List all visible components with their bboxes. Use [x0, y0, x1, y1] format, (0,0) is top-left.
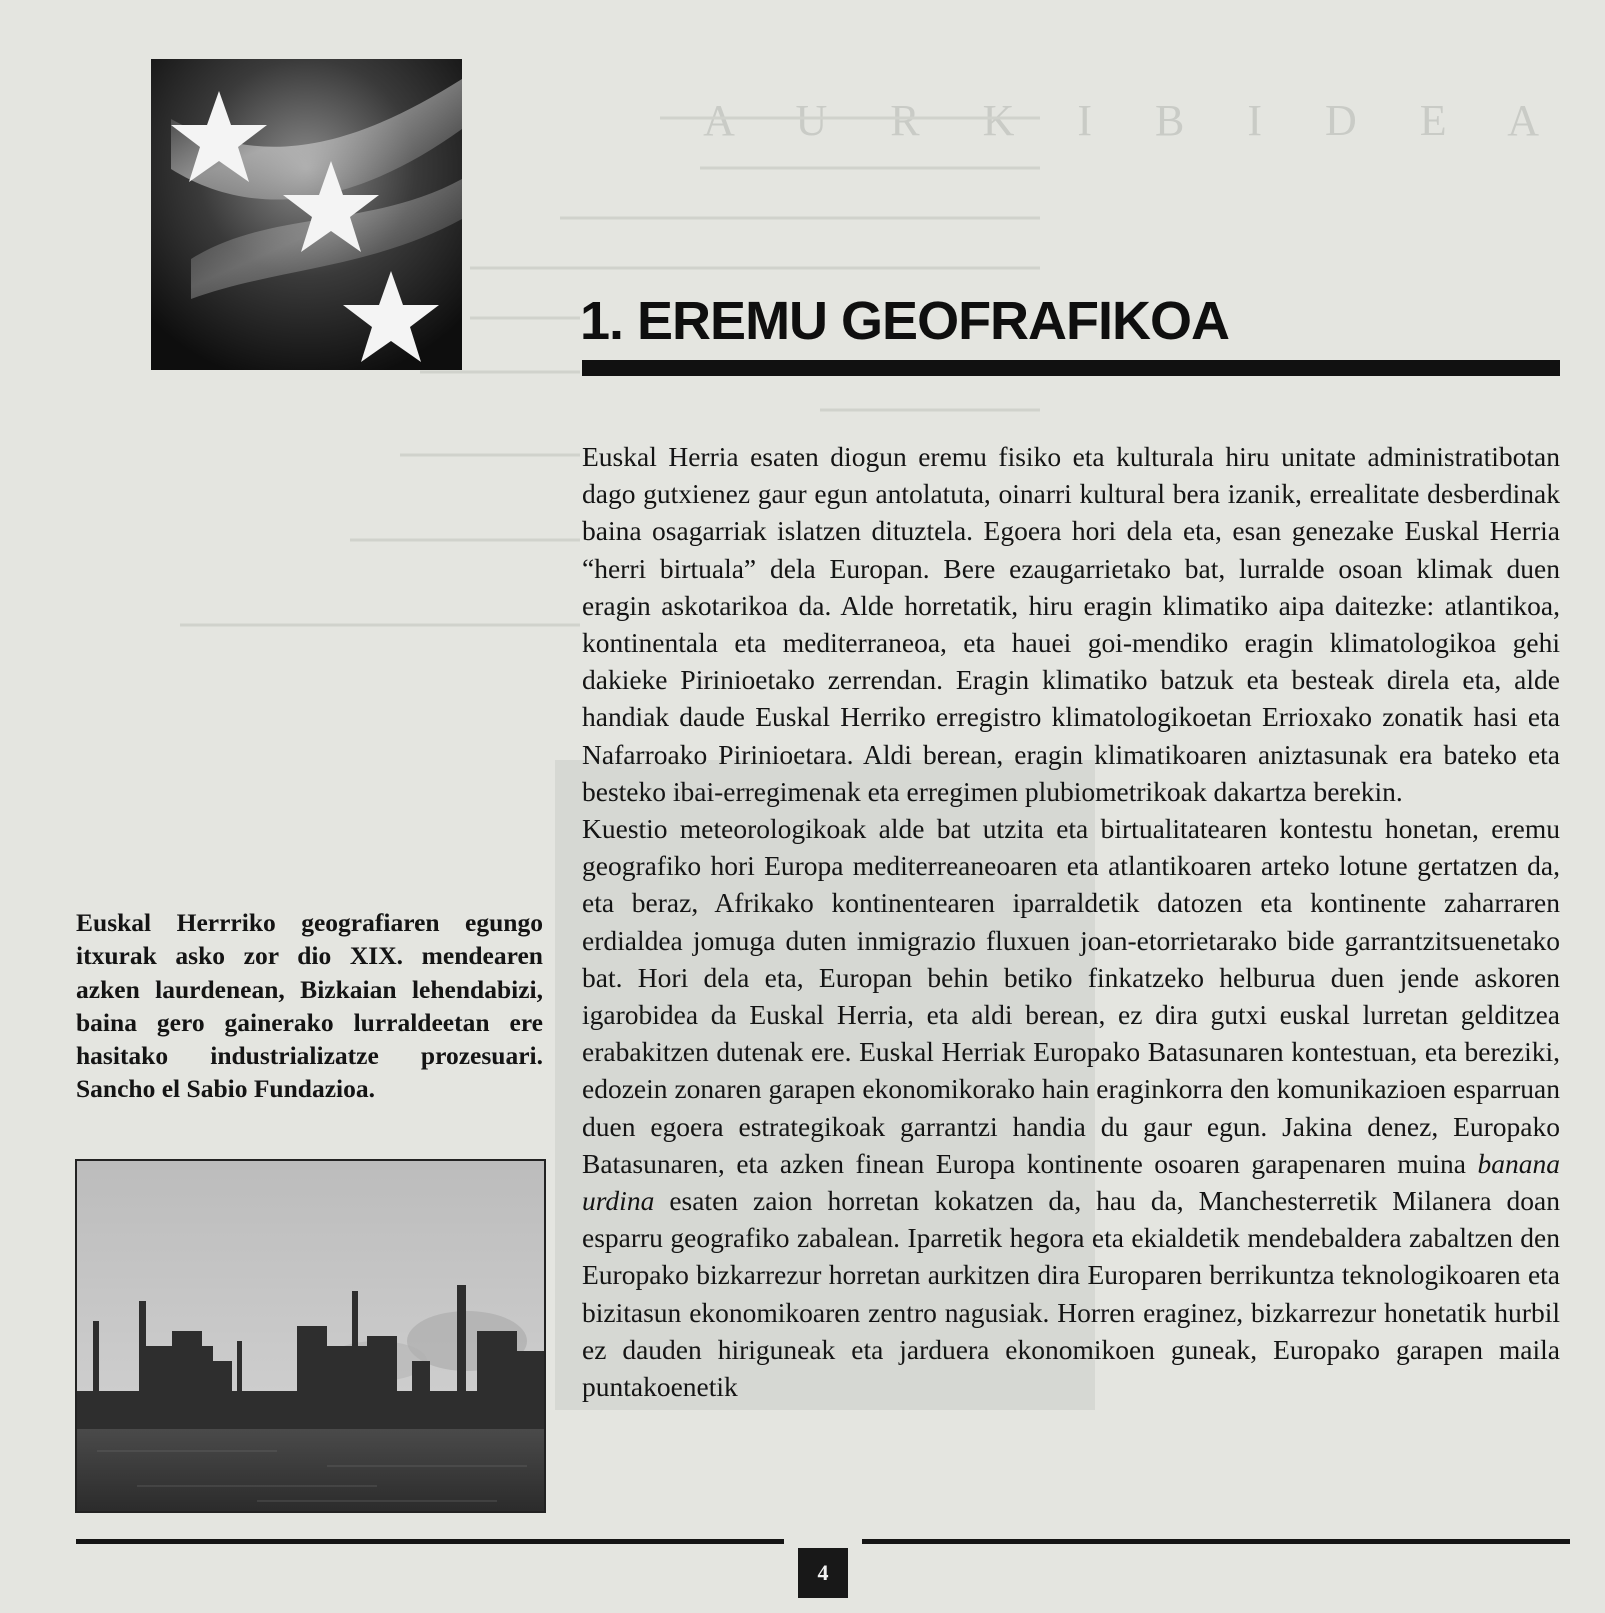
photo-caption: Euskal Herrriko geografiaren egungo itxurak asko zor dio XIX. mendearen azken laurdenean, Bizkaian lehendabizi, baina gero gainerako lurraldeetan ere hasitako industrializatze prozesuari. Sancho el Sabio Fundazioa. — [76, 908, 543, 1104]
page-title: 1. EREMU GEOFRAFIKOA — [580, 291, 1230, 351]
bleed-through-text: A U R K I B I D E A — [703, 96, 1565, 145]
industrial-photo — [75, 1159, 546, 1513]
footer-rule-left — [76, 1539, 784, 1544]
italic-term: banana urdina — [582, 1147, 1560, 1217]
title-rule — [582, 360, 1560, 376]
star-image — [151, 59, 462, 370]
paragraph-2-part-1: Kuestio meteorologikoak alde bat utzita eta birtualitatearen kontestu honetan, eremu geografiko hori Europa mediterreaneoaren eta atlantikoaren arteko lotune gertatzen da, eta beraz, Afrikako kontinentearen iparraldetik datozen eta kontinente zaharraren erdialdea jomuga duten inmigrazio fluxuen joan-etorrietarako bide garrantzitsuenetako bat. Hori dela eta, Europan behin betiko finkatzeko helburua duen jende askoren igarobidea da Euskal Herria, eta aldi berean, ez dira gutxi euskal lurretan gelditzea erabakitzen dutenak ere. Euskal Herriak Europako Batasunaren kontestuan, eta bereziki, edozein zonaren garapen ekonomikorako hain eraginkorra den komunikazioen esparruan duen egoera estrategikoak garrantzi handia du gaur egun. Jakina denez, Europako Batasunaren, eta azken finean Europa kontinente osoaren garapenaren muina — [582, 813, 1560, 1179]
paragraph-2 — [582, 810, 1560, 1405]
paragraph-2-part-2: esaten zaion horretan kokatzen da, hau da, Manchesterretik Milanera doan esparru geografiko zabalean. Iparretik hegora eta ekialdetik mendebaldera zabaltzen den Europako bizkarrezur horretan aurkitzen dira Europaren berrikuntza teknologikoaren eta bizitasun ekonomikoaren zentro nagusiak. Horren eraginez, bizkarrezur honetatik hurbil ez dauden hiriguneak eta jarduera ekonomikoen guneak, Europako garapen maila puntakoenetik — [582, 1185, 1561, 1403]
paragraph-1: Euskal Herria esaten diogun eremu fisiko eta kulturala hiru unitate administratibotan dago gutxienez gaur egun antolatuta, oinarri kultural bera izanik, errealitate desberdinak baina osagarriak islatzen dituztela. Egoera hori dela eta, esan genezake Euskal Herria “herri birtuala” dela Europan. Bere ezaugarrietako bat, lurralde osoan klimak duen eragin askotarikoa da. Alde horretatik, hiru eragin klimatiko aipa daitezke: atlantikoa, kontinentala eta mediterraneoa, eta hauei goi-mendiko eragin klimatologikoa gehi dakieke Pirinioetako zerrendan. Eragin klimatiko batzuk eta besteak direla eta, alde handiak daude Euskal Herriko erregistro klimatologikoetan Errioxako zonatik hasi eta Nafarroako Pirinioetara. Aldi berean, eragin klimatikoaren aniztasunak era bateko eta besteko ibai-erregimenak eta erregimen plubiometrikoak dakartza berekin. — [582, 441, 1560, 807]
page-number: 4 — [798, 1548, 848, 1598]
main-text — [582, 438, 1560, 1405]
footer-rule-right — [862, 1539, 1570, 1544]
